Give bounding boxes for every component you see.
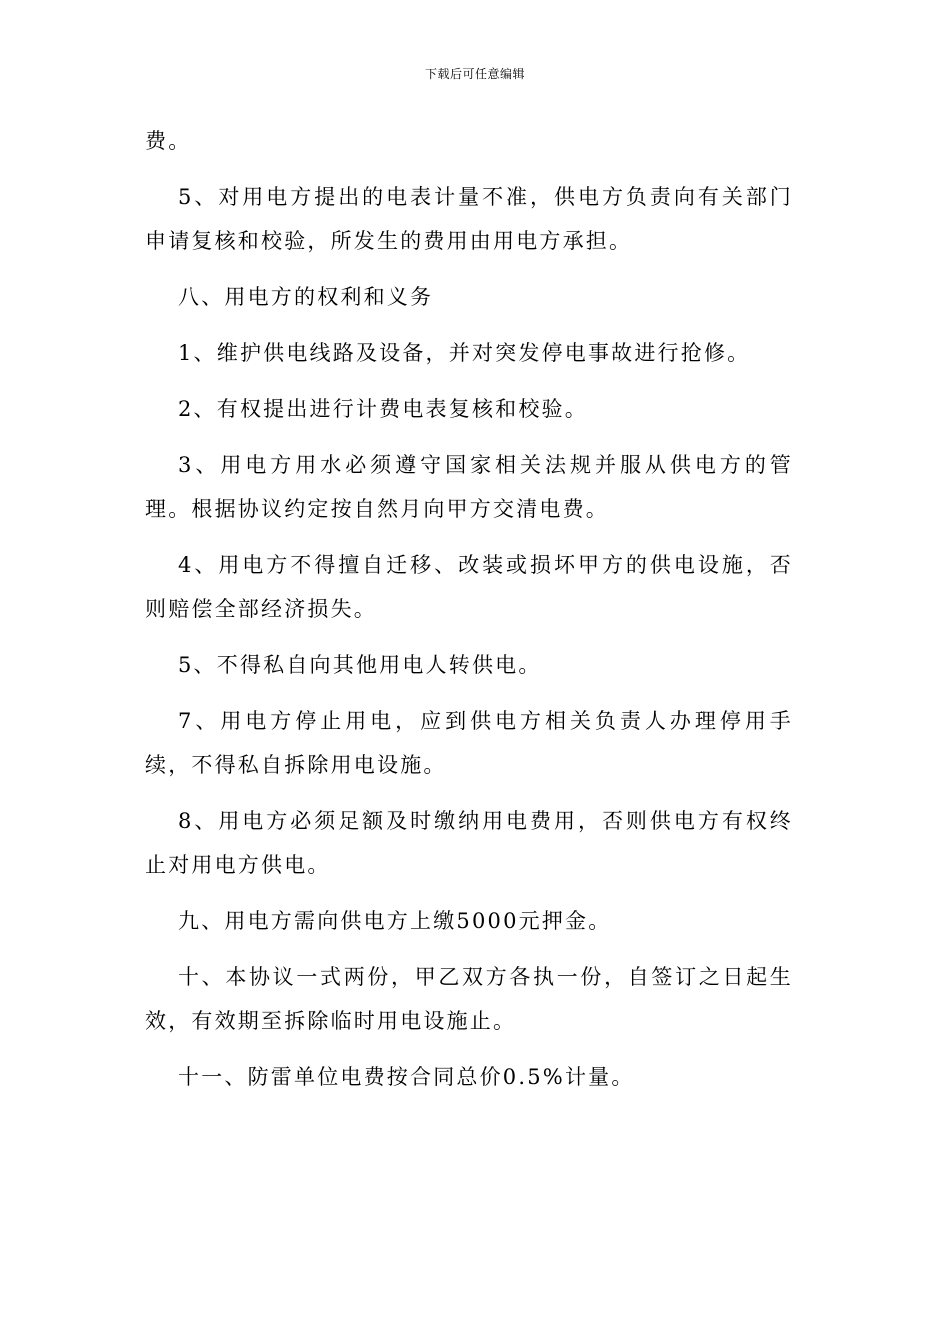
paragraph-item-4: 4、用电方不得擅自迁移、改装或损坏甲方的供电设施，否则赔偿全部经济损失。 (145, 553, 793, 621)
paragraph-item-7: 7、用电方停止用电，应到供电方相关负责人办理停用手续，不得私自拆除用电设施。 (145, 709, 793, 777)
paragraph-item-8: 8、用电方必须足额及时缴纳用电费用，否则供电方有权终止对用电方供电。 (145, 809, 793, 877)
section-heading-8: 八、用电方的权利和义务 (178, 285, 434, 309)
section-heading-9: 九、用电方需向供电方上缴5000元押金。 (178, 909, 612, 933)
paragraph-item-5-meter-check: 5、对用电方提出的电表计量不准，供电方负责向有关部门申请复核和校验，所发生的费用由用电方承担。 (145, 185, 793, 253)
section-heading-11: 十一、防雷单位电费按合同总价0.5%计量。 (178, 1065, 635, 1089)
paragraph-continuation: 费。 (145, 129, 192, 153)
paragraph-item-1: 1、维护供电线路及设备，并对突发停电事故进行抢修。 (178, 341, 751, 365)
paragraph-item-5: 5、不得私自向其他用电人转供电。 (178, 653, 542, 677)
document-body (145, 119, 793, 1111)
page-header-note: 下载后可任意编辑 (424, 67, 525, 81)
paragraph-item-2: 2、有权提出进行计费电表复核和校验。 (178, 397, 588, 421)
section-heading-10: 十、本协议一式两份，甲乙双方各执一份，自签订之日起生效，有效期至拆除临时用电设施止。 (145, 965, 793, 1033)
paragraph-item-3: 3、用电方用水必须遵守国家相关法规并服从供电方的管理。根据协议约定按自然月向甲方交清电费。 (145, 453, 793, 521)
